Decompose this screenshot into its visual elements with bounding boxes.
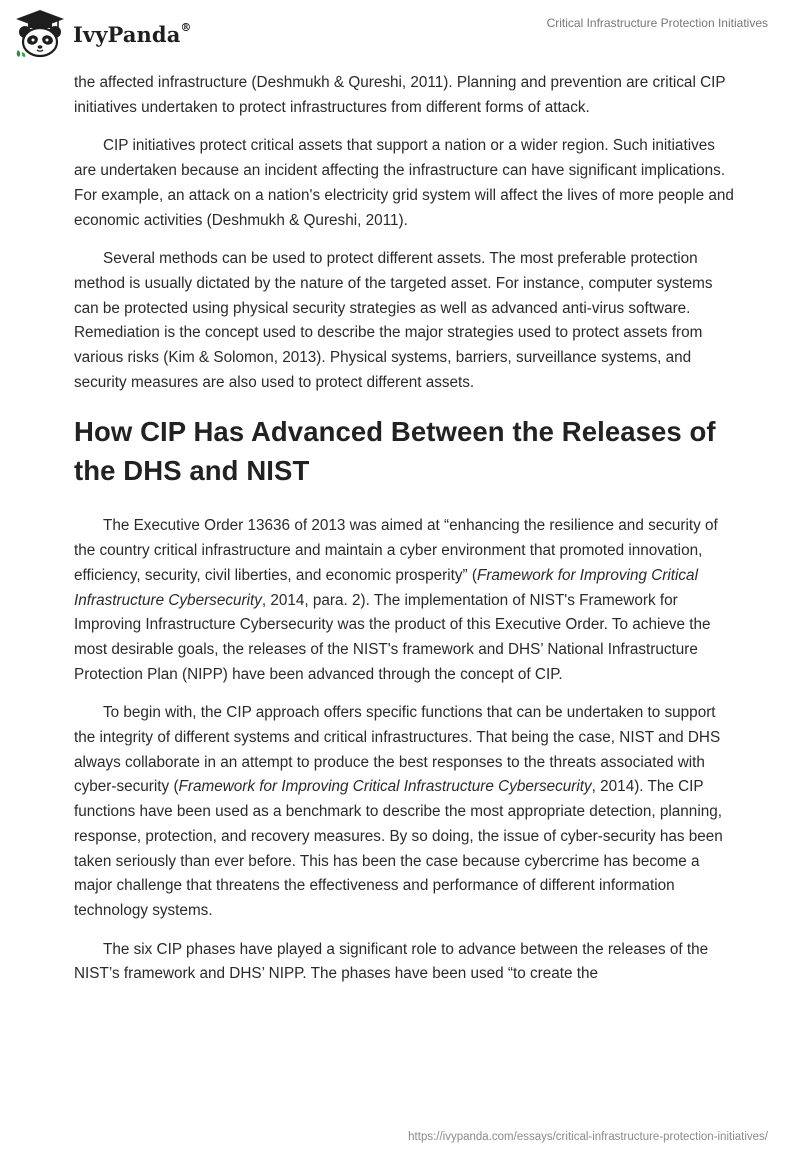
source-url-link[interactable]: https://ivypanda.com/essays/critical-infrastructure-protection-initiatives/ [408, 1131, 768, 1143]
paragraph-4-text-a: The Executive Order 13636 of 2013 was aimed at “enhancing the resilience and security of the country critical infrastructure and maintain a cyber environment that promoted innovation, efficiency, security, civil liberties, and economic prosperity” ( [74, 517, 718, 584]
ivypanda-logo[interactable] [14, 8, 192, 58]
paragraph-5-citation-title: Framework for Improving Critical Infrastructure Cybersecurity [178, 778, 592, 796]
logo-wordmark [73, 22, 192, 47]
registered-mark: ® [180, 20, 192, 34]
paragraph-4-text-b: , 2014, para. 2). The implementation of NIST's Framework for Improving Infrastructure Cybersecurity was the product of this Executive Order. To achieve the most desirable goals, the releases of the NIST's framework and DHS’ National Infrastructure Protection Plan (NIPP) have been advanced through the concept of CIP. [74, 591, 711, 683]
paragraph-4-citation-title: Framework for Improving Critical Infrastructure Cybersecurity [74, 566, 698, 609]
page-header [0, 0, 800, 70]
paragraph-5-text-b: , 2014). The CIP functions have been used as a benchmark to describe the most appropriate detection, planning, response, protection, and recovery measures. By so doing, the issue of cyber-security has been taken seriously than ever before. This has been the case because cybercrime has become a major challenge that threatens the effectiveness and performance of different information technology systems. [74, 778, 723, 919]
panda-graduate-icon [14, 8, 66, 58]
paragraph-5 [74, 701, 734, 923]
paragraph-4 [74, 514, 734, 687]
logo-text: IvyPanda [73, 21, 181, 47]
paragraph-2: CIP initiatives protect critical assets that support a nation or a wider region. Such initiatives are undertaken because an incident affecting the infrastructure can have significant implications. For example, an attack on a nation's electricity grid system will affect the lives of more people and economic activities (Deshmukh & Qureshi, 2011). [74, 137, 734, 229]
paragraph-1: the affected infrastructure (Deshmukh & Qureshi, 2011). Planning and prevention are critical CIP initiatives undertaken to protect infrastructures from different forms of attack. [74, 74, 726, 116]
paragraph-6: The six CIP phases have played a significant role to advance between the releases of the NIST’s framework and DHS’ NIPP. The phases have been used “to create the [74, 940, 709, 983]
paragraph-3: Several methods can be used to protect different assets. The most preferable protection method is usually dictated by the nature of the targeted asset. For instance, computer systems can be protected using physical security strategies as well as advanced anti-virus software. Remediation is the concept used to describe the major strategies used to protect assets from various risks (Kim & Solomon, 2013). Physical systems, barriers, surveillance systems, and security measures are also used to protect different assets. [74, 250, 713, 391]
essay-body [74, 71, 734, 1001]
section-heading: How CIP Has Advanced Between the Releases of the DHS and NIST [74, 416, 716, 487]
paragraph-5-text-a: To begin with, the CIP approach offers specific functions that can be undertaken to support the integrity of different systems and critical infrastructures. That being the case, NIST and DHS always collaborate in an attempt to produce the best responses to the threats associated with cyber-security ( [74, 704, 721, 796]
document-title: Critical Infrastructure Protection Initiatives [546, 16, 768, 30]
